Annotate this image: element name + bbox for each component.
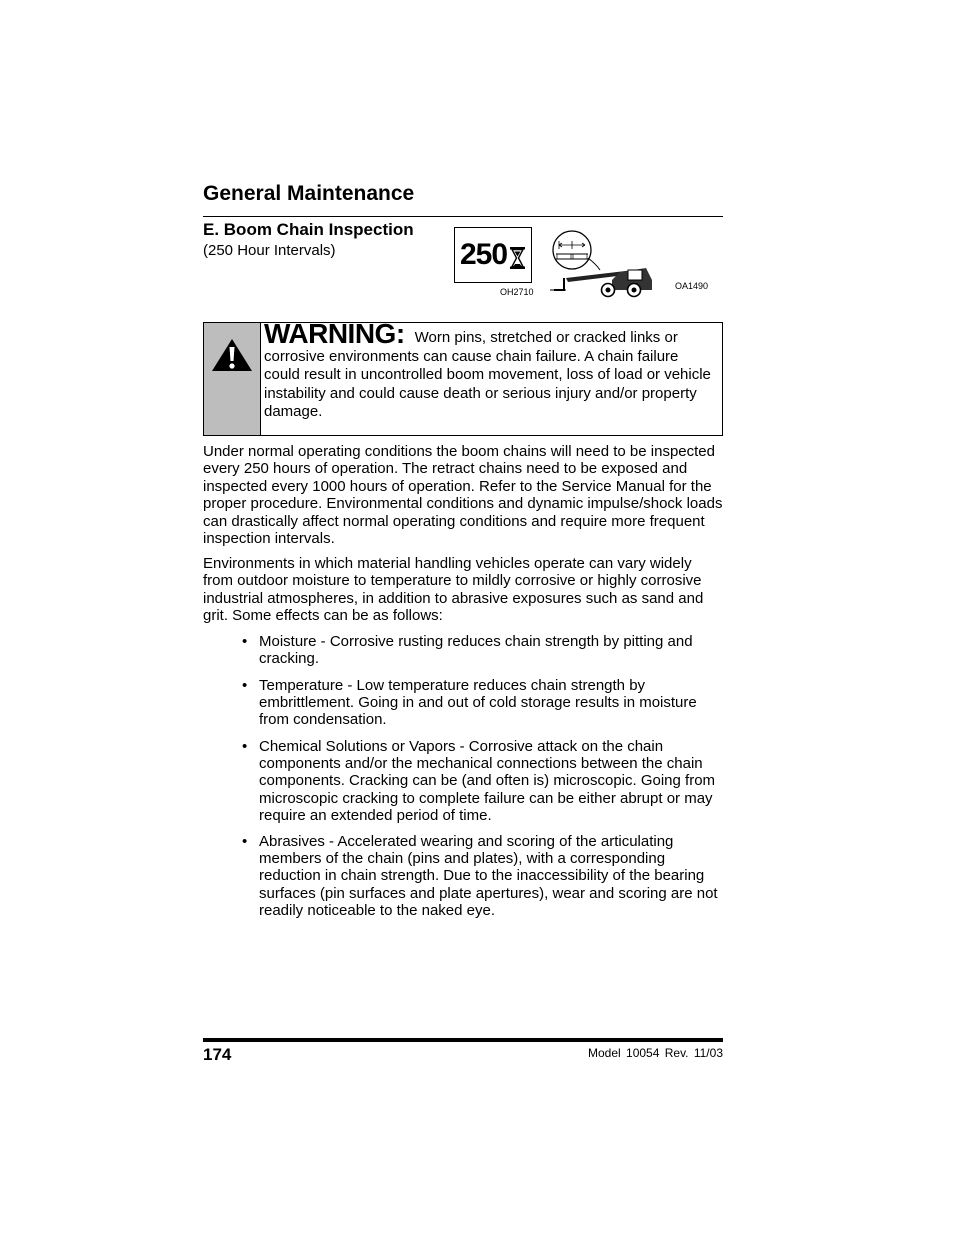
footer-divider (203, 1038, 723, 1042)
page-title: General Maintenance (203, 182, 415, 205)
page-number: 174 (203, 1045, 232, 1064)
exclamation-triangle-icon (211, 338, 253, 372)
list-item-moisture: • Moisture - Corrosive rusting reduces chain strength by pitting and cracking. (242, 633, 693, 668)
bullet-symbol: • (242, 677, 248, 694)
bullet-symbol: • (242, 738, 248, 755)
list-item-chemical: • Chemical Solutions or Vapors - Corrosive attack on the chain components and/or the mechanical connections between the chain components. Cracking can be (and often is) microscopic. Going from microscopic cracking to complete failure can be either abrupt or may require an extended period of time. (242, 738, 716, 824)
hourglass-icon (510, 247, 525, 269)
warning-label: WARNING: (264, 318, 405, 349)
figure-code-left: OH2710 (500, 287, 534, 297)
figure-code-right: OA1490 (675, 281, 709, 291)
telehandler-chain-illustration (548, 228, 668, 300)
list-item-abrasives: • Abrasives - Accelerated wearing and scoring of the articulating members of the chain (pins and plates), with a corresponding reduction in chain strength. Due to the inaccessibility of the bearing surfaces (pin surfaces and plate apertures), wear and scoring are not readily noticeable to the naked eye. (242, 833, 718, 919)
list-item-temperature: • Temperature - Low temperature reduces chain strength by embrittlement. Going in and out of cold storage results in moisture from condensation. (242, 677, 697, 729)
warning-box (203, 318, 723, 436)
section-title: E. Boom Chain Inspection (203, 220, 414, 239)
bullet-symbol: • (242, 833, 248, 850)
warning-message (264, 318, 716, 422)
section-subtitle: (250 Hour Intervals) (203, 242, 336, 259)
model-revision: Model 10054 Rev. 11/03 (588, 1046, 723, 1060)
bullet-symbol: • (242, 633, 248, 650)
paragraph-inspection-intervals: Under normal operating conditions the boom chains will need to be inspected every 250 hours of operation. The retract chains need to be exposed and inspected every 1000 hours of operation. Refer to the Service Manual for the proper procedure. Environmental conditions and dynamic impulse/shock loads can drastically affect normal operating conditions and require more frequent inspection intervals. (203, 443, 723, 548)
warning-icon-panel (204, 323, 261, 435)
warning-text: Worn pins, stretched or cracked links or corrosive environments can cause chain failure. A chain failure could result in uncontrolled boom movement, loss of load or vehicle instability and could cause death or serious injury and/or property damage. (264, 329, 711, 421)
interval-number: 250 (460, 238, 508, 271)
paragraph-environments: Environments in which material handling vehicles operate can vary widely from outdoor moisture to temperature to mildly corrosive or highly corrosive industrial atmospheres, in addition to abrasive exposures such as sand and grit. Some effects can be as follows: (203, 555, 704, 625)
service-interval-box (454, 227, 532, 283)
title-divider (203, 216, 723, 217)
